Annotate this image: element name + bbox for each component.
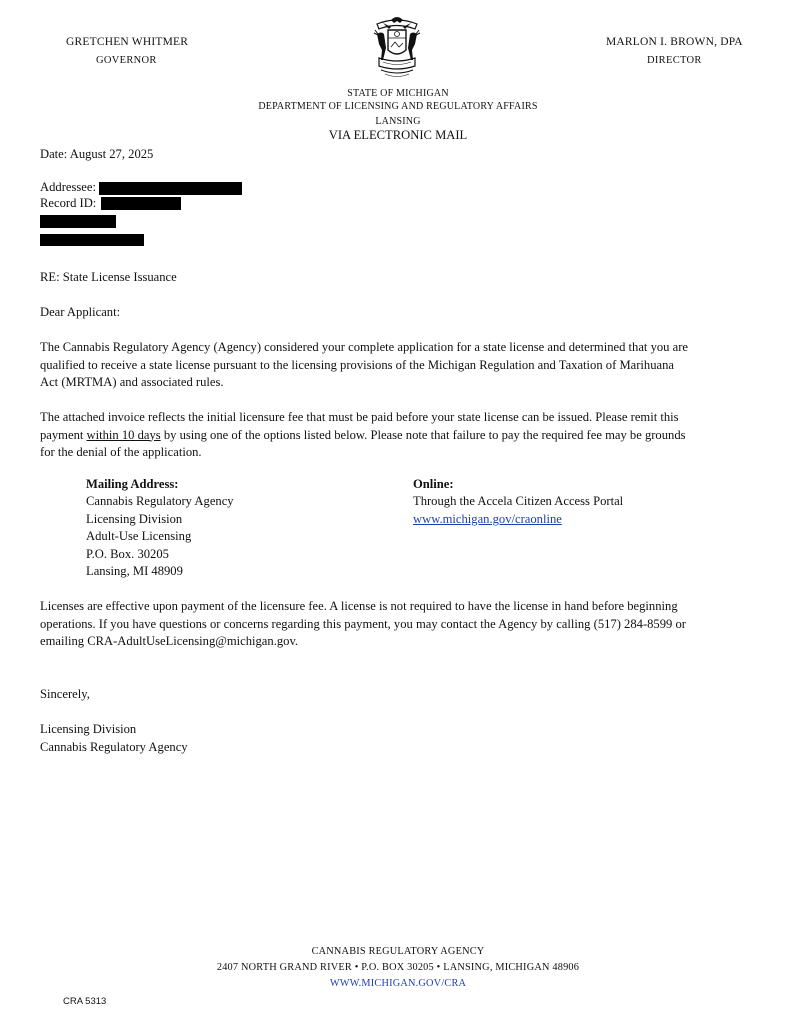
footer-website[interactable]: WWW.MICHIGAN.GOV/CRA bbox=[329, 978, 467, 989]
redacted-address-line-1 bbox=[40, 215, 116, 228]
paragraph-payment bbox=[40, 409, 690, 462]
footer-agency: CANNABIS REGULATORY AGENCY bbox=[311, 946, 485, 957]
redacted-address-line-2 bbox=[40, 234, 144, 246]
director-name: MARLON I. BROWN, DPA bbox=[606, 36, 743, 48]
director-title: DIRECTOR bbox=[647, 55, 702, 66]
mailing-line: Cannabis Regulatory Agency bbox=[86, 494, 234, 508]
delivery-line: VIA ELECTRONIC MAIL bbox=[328, 128, 468, 142]
footer-address: 2407 NORTH GRAND RIVER • P.O. BOX 30205 • LANSING, MICHIGAN 48906 bbox=[216, 962, 580, 973]
michigan-state-seal-icon bbox=[369, 14, 425, 80]
salutation: Dear Applicant: bbox=[40, 305, 121, 319]
mailing-line: Licensing Division bbox=[86, 512, 183, 526]
record-id-label: Record ID: bbox=[40, 196, 97, 210]
closing: Sincerely, bbox=[40, 687, 90, 701]
city-line: LANSING bbox=[375, 116, 421, 127]
online-heading: Online: bbox=[413, 477, 454, 491]
paragraph-approval: The Cannabis Regulatory Agency (Agency) considered your complete application for a state license and determined that you are qualified to receive a state license pursuant to the licensing provisions of the Michigan Regulation and Taxation of Marihuana Act (MRTMA) and associated rules. bbox=[40, 340, 688, 389]
mailing-line: Lansing, MI 48909 bbox=[86, 564, 183, 578]
governor-name: GRETCHEN WHITMER bbox=[66, 36, 189, 48]
mailing-line: P.O. Box. 30205 bbox=[86, 547, 169, 561]
governor-title: GOVERNOR bbox=[96, 55, 157, 66]
signature-division: Licensing Division bbox=[40, 722, 137, 736]
signature-agency: Cannabis Regulatory Agency bbox=[40, 740, 188, 754]
addressee-label: Addressee: bbox=[40, 180, 96, 194]
craonline-link[interactable]: www.michigan.gov/craonline bbox=[413, 512, 562, 526]
mailing-line: Adult-Use Licensing bbox=[86, 529, 192, 543]
online-line: Through the Accela Citizen Access Portal bbox=[413, 494, 624, 508]
paragraph-payment-part2: by using one of the options listed below. Please note that failure to pay the required fee may be grounds for the denial of the application. bbox=[40, 427, 686, 459]
re-line: RE: State License Issuance bbox=[40, 270, 177, 284]
state-line: STATE OF MICHIGAN bbox=[347, 88, 449, 99]
payment-deadline: within 10 days bbox=[86, 427, 161, 442]
paragraph-contact: Licenses are effective upon payment of the licensure fee. A license is not required to have the license in hand before beginning operations. If you have questions or concerns regarding this payment, you may contact the Agency by calling (517) 284-8599 or emailing CRA-AdultUseLicensing@michigan.gov. bbox=[40, 599, 686, 648]
department-line: DEPARTMENT OF LICENSING AND REGULATORY AFFAIRS bbox=[258, 101, 538, 112]
redacted-record-id bbox=[101, 197, 181, 210]
form-code: CRA 5313 bbox=[63, 996, 107, 1007]
letter-date: Date: August 27, 2025 bbox=[40, 147, 154, 161]
redacted-addressee bbox=[99, 182, 242, 195]
mailing-heading: Mailing Address: bbox=[86, 477, 179, 491]
paragraph-payment-part1: The attached invoice reflects the initial licensure fee that must be paid before your state license can be issued. Please remit this payment bbox=[40, 410, 679, 442]
